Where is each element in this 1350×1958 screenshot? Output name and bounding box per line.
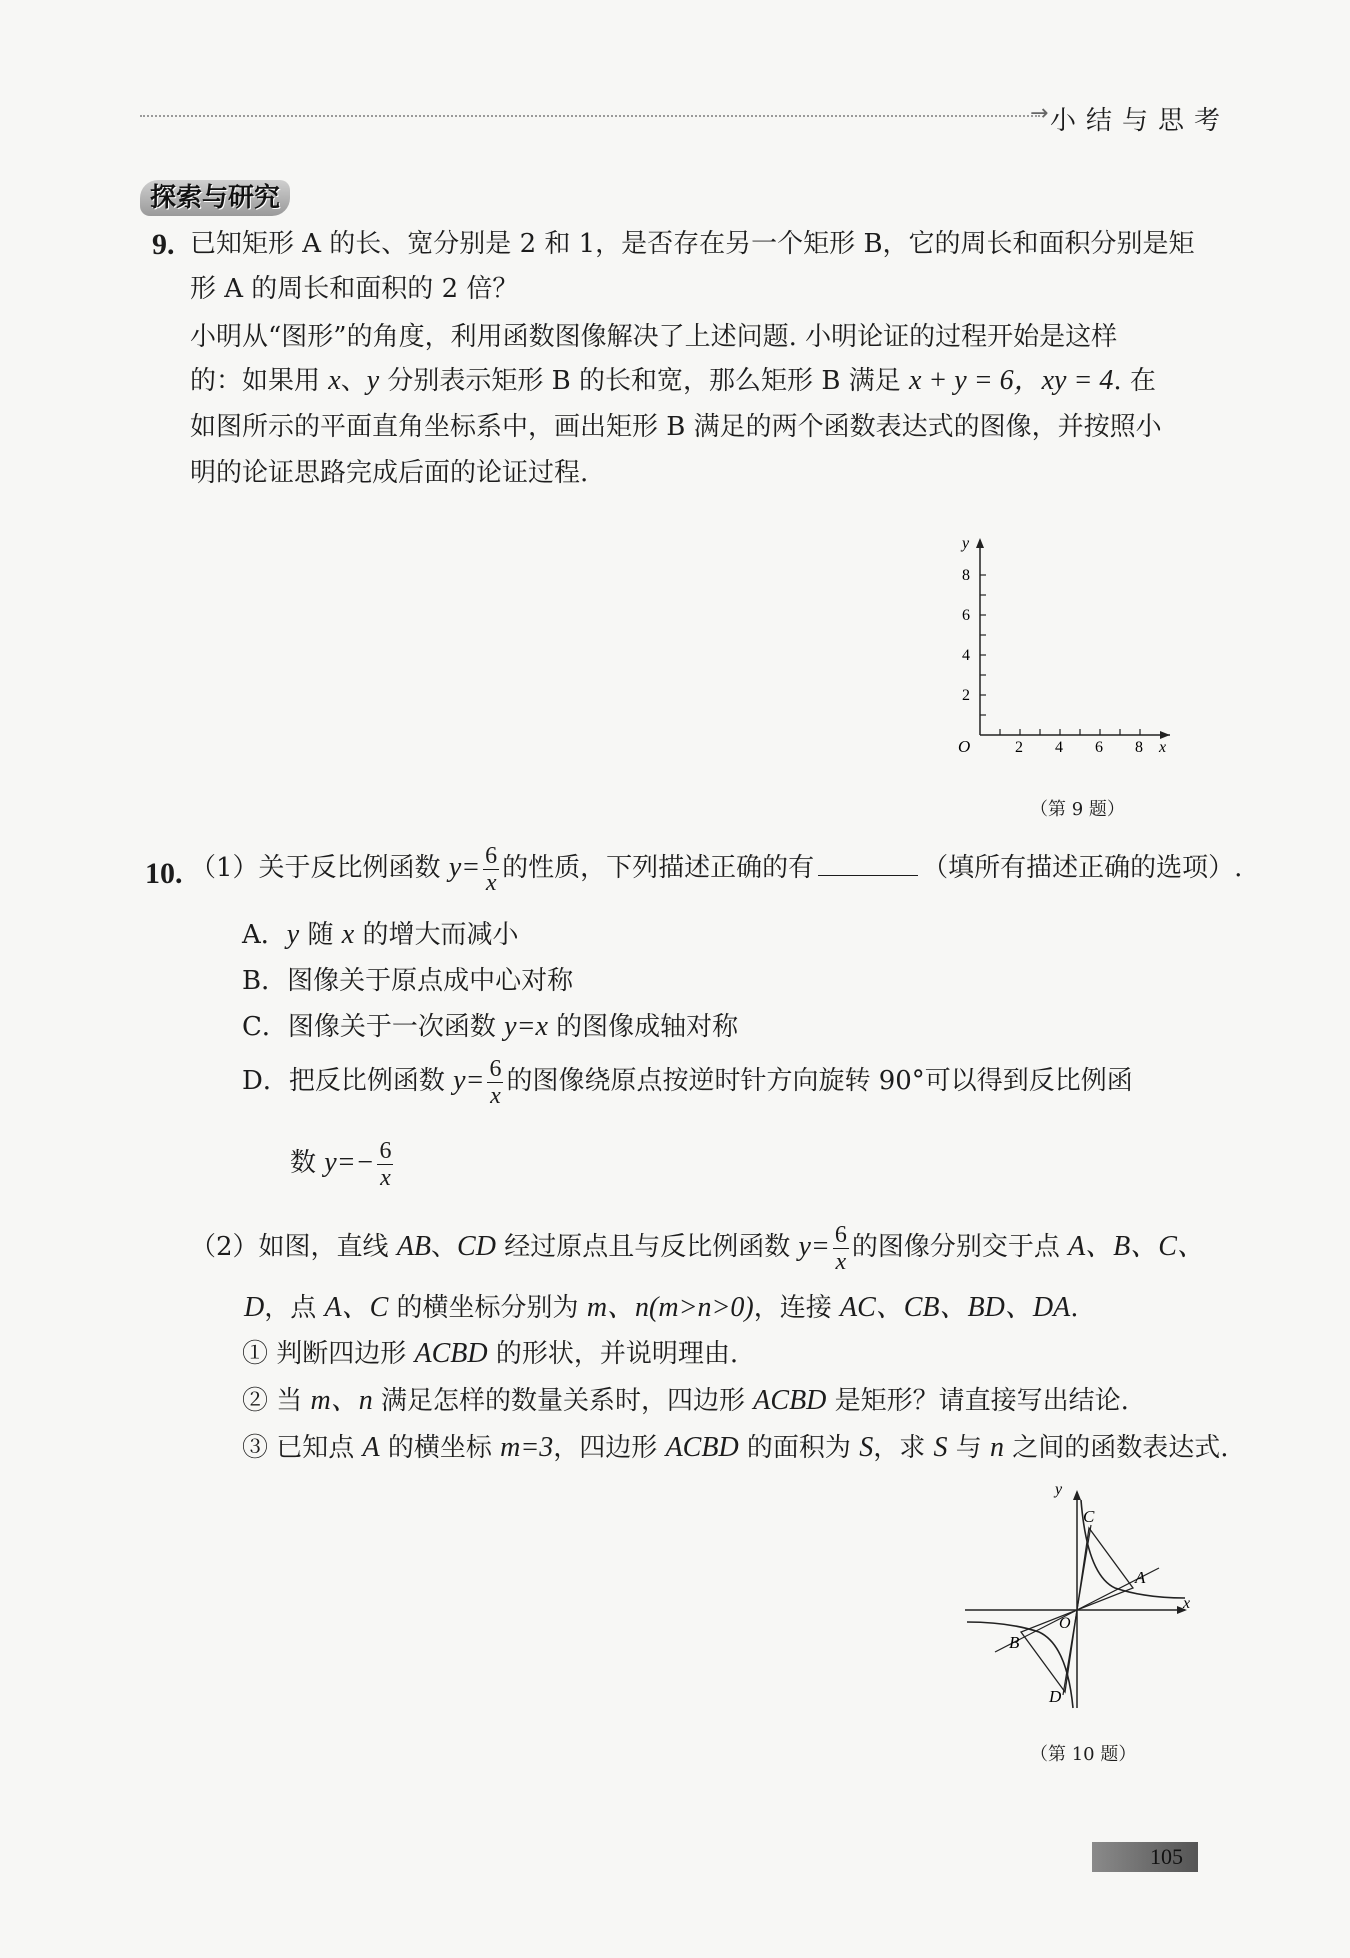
p2-pts: A、B、C、 [1068, 1231, 1205, 1262]
q9-xtick-2: 2 [1015, 739, 1023, 756]
opt-a-end: 的增大而减小 [354, 920, 519, 950]
q9-line4 [190, 366, 1156, 396]
q9-xtick-4: 4 [1055, 739, 1063, 756]
p2l2-e: m、n(m>n>0) [586, 1292, 754, 1323]
q10-p1-a: （1）关于反比例函数 [190, 853, 449, 883]
q9-line4-d: . 在 [1113, 366, 1156, 396]
opt-d-y2: y=− [324, 1147, 375, 1178]
q9-figure [940, 530, 1180, 760]
p2-cd: CD [457, 1231, 496, 1262]
sub3-e: ，四边形 [553, 1433, 666, 1463]
q9-equation: x + y = 6，xy = 4 [908, 365, 1114, 396]
sub2-d: ACBD [753, 1385, 827, 1416]
opt-d-y: y= [453, 1065, 485, 1096]
q10-option-d-cont [290, 1134, 396, 1192]
sub3-h: S [859, 1432, 874, 1463]
q9-xtick-6: 6 [1095, 739, 1103, 756]
fraction-6-over-x [487, 1056, 503, 1109]
q10-part2-line2 [244, 1293, 1078, 1323]
p2-c: 的图像分别交于点 [851, 1232, 1069, 1262]
label-b: B [1009, 1633, 1020, 1652]
frac-denominator: x [380, 1164, 391, 1191]
frac-numerator: 6 [485, 842, 498, 869]
p2l2-f: ，连接 [753, 1293, 840, 1323]
q9-line5: 如图所示的平面直角坐标系中，画出矩形 B 满足的两个函数表达式的图像，并按照小 [190, 412, 1162, 442]
sub3-l: n [990, 1432, 1004, 1463]
label-c: C [1083, 1507, 1095, 1526]
header-title: 小结与思考 [1050, 106, 1231, 136]
q10-p1-y: y= [448, 852, 481, 883]
q9-line2: 形 A 的周长和面积的 2 倍？ [190, 274, 519, 304]
fraction-6-over-x [483, 843, 499, 896]
sub2-a: ② 当 [242, 1386, 311, 1416]
sub3-k: 与 [947, 1433, 990, 1463]
q9-xtick-8: 8 [1135, 739, 1143, 756]
opt-d-b: 的图像绕原点按逆时针方向旋转 90°可以得到反比例函 [506, 1066, 1133, 1096]
p2-sep: 、 [431, 1232, 458, 1262]
sub3-j: S [933, 1432, 948, 1463]
header-arrow-icon: → [1030, 101, 1049, 126]
sub3-a: ③ 已知点 [242, 1433, 363, 1463]
p2l2-a: D [244, 1292, 265, 1323]
sub3-d: m=3 [500, 1432, 554, 1463]
q10-y-label: y [1055, 1481, 1063, 1498]
q9-origin-label: O [958, 737, 971, 756]
q10-part1 [190, 838, 1242, 898]
q10-part2-line1 [190, 1218, 1205, 1276]
q9-ytick-2: 2 [962, 687, 970, 704]
q9-line4-c: 分别表示矩形 B 的长和宽，那么矩形 B 满足 [379, 366, 909, 396]
opt-a-y: y [286, 919, 300, 950]
q10-caption: （第 10 题） [1030, 1744, 1137, 1765]
fraction-6-over-x [833, 1222, 849, 1275]
q10-x-label: x [1183, 1595, 1191, 1612]
q10-sub2 [242, 1386, 1129, 1416]
opt-d-a: D．把反比例函数 [242, 1066, 454, 1096]
sub3-i: ，求 [873, 1433, 934, 1463]
q9-number: 9. [152, 228, 175, 261]
p2l2-h: . [1070, 1293, 1079, 1323]
section-banner: 探索与研究 [140, 180, 290, 216]
q9-ticks [980, 575, 1140, 735]
opt-c-b: 的图像成轴对称 [547, 1012, 739, 1042]
p2-b: 经过原点且与反比例函数 [495, 1232, 799, 1262]
sub1-a: ① 判断四边形 [242, 1339, 415, 1369]
sub2-c: 满足怎样的数量关系时，四边形 [372, 1386, 754, 1416]
sub2-e: 是矩形？请直接写出结论. [826, 1386, 1129, 1416]
q9-x-arrow-icon [1160, 731, 1170, 739]
opt-a-mid: 随 [299, 920, 342, 950]
q10-hyperbola-branch1 [1081, 1500, 1185, 1598]
opt-a-label: A． [242, 920, 287, 950]
var-y: y [366, 365, 380, 396]
sub3-m: 之间的函数表达式. [1004, 1433, 1229, 1463]
q9-ytick-6: 6 [962, 607, 970, 624]
opt-c-eq: y=x [504, 1011, 548, 1042]
q9-line3: 小明从“图形”的角度，利用函数图像解决了上述问题. 小明论证的过程开始是这样 [190, 322, 1118, 352]
sub1-b: ACBD [414, 1338, 488, 1369]
q9-line6: 明的论证思路完成后面的论证过程. [190, 458, 589, 488]
sub2-b: m、n [310, 1385, 373, 1416]
sub3-f: ACBD [665, 1432, 739, 1463]
sub3-g: 的面积为 [738, 1433, 860, 1463]
label-a: A [1135, 1568, 1146, 1587]
opt-a-x: x [341, 919, 355, 950]
p2l2-d: 的横坐标分别为 [388, 1293, 587, 1323]
q9-y-label: y [962, 535, 970, 552]
opt-c-a: C．图像关于一次函数 [242, 1012, 505, 1042]
q10-option-d [242, 1052, 1133, 1110]
q9-ytick-8: 8 [962, 567, 970, 584]
answer-blank[interactable] [818, 851, 918, 876]
q10-origin-label: O [1059, 1615, 1071, 1632]
p2l2-b: ，点 [264, 1293, 325, 1323]
q9-x-label: x [1159, 739, 1167, 756]
frac-numerator: 6 [489, 1055, 502, 1082]
page-number: 105 [1150, 1844, 1183, 1869]
p2-ab: AB [396, 1231, 432, 1262]
q10-number: 10. [145, 857, 183, 890]
p2l2-c: A、C [324, 1292, 389, 1323]
q10-option-a [242, 920, 518, 950]
header-rule [140, 115, 1040, 117]
q9-caption: （第 9 题） [1030, 799, 1125, 820]
frac-denominator: x [485, 869, 497, 896]
q10-sub1 [242, 1339, 738, 1369]
q9-ytick-4: 4 [962, 647, 970, 664]
frac-denominator: x [490, 1082, 501, 1109]
q10-figure [955, 1480, 1215, 1720]
p2-a: （2）如图，直线 [190, 1232, 397, 1262]
q9-y-arrow-icon [976, 538, 984, 548]
q10-option-b: B．图像关于原点成中心对称 [242, 966, 574, 996]
q10-sub3 [242, 1433, 1229, 1463]
sub3-c: 的横坐标 [379, 1433, 501, 1463]
fraction-6-over-x [377, 1138, 393, 1191]
sub1-c: 的形状，并说明理由. [487, 1339, 739, 1369]
label-d: D [1049, 1687, 1062, 1706]
frac-numerator: 6 [379, 1137, 392, 1164]
var-x: x [328, 365, 341, 396]
q10-y-arrow-icon [1073, 1490, 1081, 1500]
q10-p1-b: 的性质，下列描述正确的有 [502, 853, 815, 883]
p2-y: y= [798, 1231, 830, 1262]
q9-line4-b: 、 [340, 366, 367, 396]
q10-p1-c: （填所有描述正确的选项）. [922, 853, 1243, 883]
frac-denominator: x [835, 1248, 847, 1275]
q9-line1: 已知矩形 A 的长、宽分别是 2 和 1，是否存在另一个矩形 B，它的周长和面积分别是矩 [190, 229, 1195, 259]
p2l2-g: AC、CB、BD、DA [839, 1292, 1071, 1323]
q10-option-c [242, 1012, 738, 1042]
q9-line4-a: 的：如果用 [190, 366, 329, 396]
opt-d-c: 数 [290, 1148, 325, 1178]
frac-numerator: 6 [834, 1221, 847, 1248]
sub3-b: A [362, 1432, 380, 1463]
